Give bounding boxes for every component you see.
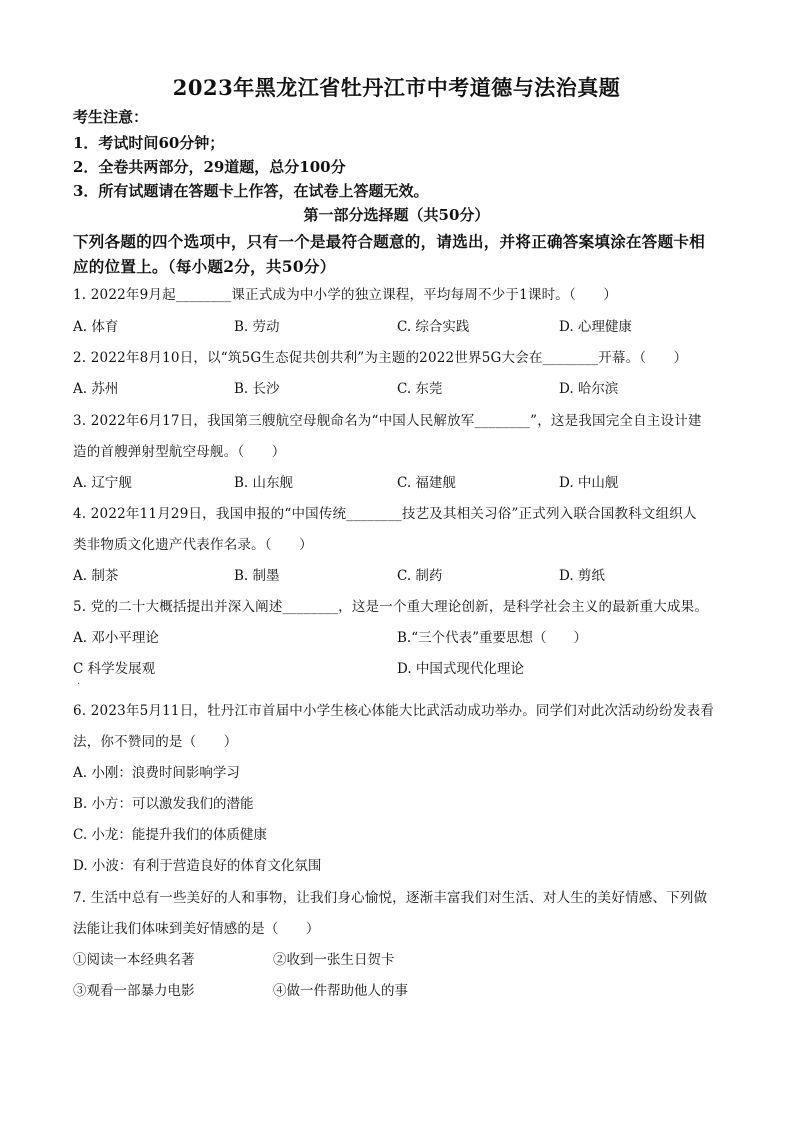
- question-1-option-d: D. 心理健康: [559, 319, 632, 335]
- question-6-option-a: A. 小刚：浪费时间影响学习: [73, 765, 240, 781]
- question-3-option-c: C. 福建舰: [397, 475, 456, 491]
- section-title: 第一部分选择题（共50分）: [303, 206, 490, 224]
- question-5-option-a: A. 邓小平理论: [73, 630, 159, 646]
- question-6-option-b: B. 小方：可以激发我们的潜能: [73, 796, 254, 812]
- notice-item: 1．考试时间60分钟；: [73, 134, 225, 152]
- question-1-option-a: A. 体育: [73, 319, 119, 335]
- question-1-stem: 1. 2022年9月起________课正式成为中小学的独立课程，平均每周不少于1课时。（ ）: [73, 287, 618, 303]
- question-7-stem-cont: 法能让我们体味到美好情感的是（ ）: [73, 921, 320, 937]
- question-3-option-d: D. 中山舰: [559, 475, 619, 491]
- question-3-option-b: B. 山东舰: [234, 475, 294, 491]
- question-3-stem: 3. 2022年6月17日，我国第三艘航空母舰命名为“中国人民解放军________”，这是我国完全自主设计建: [73, 413, 702, 429]
- notice-item: 2．全卷共两部分，29道题，总分100分: [73, 158, 346, 176]
- question-6-stem-cont: 法，你不赞同的是（ ）: [73, 734, 238, 750]
- question-4-stem-cont: 类非物质文化遗产代表作名录。（ ）: [73, 537, 313, 553]
- question-3-stem-cont: 造的首艘弹射型航空母舰。（ ）: [73, 444, 286, 460]
- page-title: 2023年黑龙江省牡丹江市中考道德与法治真题: [172, 75, 621, 100]
- question-2-option-c: C. 东莞: [397, 381, 443, 397]
- question-2-stem: 2. 2022年8月10日，以“筑5G生态促共创共利”为主题的2022世界5G大会在________开幕。（ ）: [73, 350, 688, 366]
- question-4-stem: 4. 2022年11月29日，我国申报的“中国传统________技艺及其相关习俗”正式列入联合国教科文组织人: [73, 506, 697, 522]
- question-7-option-2: ②收到一张生日贺卡: [273, 952, 395, 968]
- question-4-option-d: D. 剪纸: [559, 568, 605, 584]
- question-4-option-b: B. 制墨: [234, 568, 280, 584]
- question-5-stem: 5. 党的二十大概括提出并深入阐述________，这是一个重大理论创新，是科学社会主义的最新重大成果。: [73, 599, 709, 615]
- notice-heading: 考生注意：: [73, 108, 149, 126]
- question-4-option-a: A. 制茶: [73, 568, 119, 584]
- question-5-option-c: C 科学发展观: [73, 661, 156, 677]
- question-2-option-a: A. 苏州: [73, 381, 119, 397]
- question-4-option-c: C. 制药: [397, 568, 443, 584]
- question-1-option-b: B. 劳动: [234, 319, 280, 335]
- question-5-option-b: B.“三个代表”重要思想（ ）: [397, 630, 588, 646]
- question-5-option-d: D. 中国式现代化理论: [397, 661, 524, 677]
- question-2-option-b: B. 长沙: [234, 381, 280, 397]
- question-3-option-a: A. 辽宁舰: [73, 475, 132, 491]
- question-6-option-d: D. 小波：有利于营造良好的体育文化氛围: [73, 858, 322, 874]
- stray-mark: .: [77, 676, 81, 687]
- question-6-stem: 6. 2023年5月11日，牡丹江市首届中小学生核心体能大比武活动成功举办。同学们对此次活动纷纷发表看: [73, 703, 714, 719]
- question-6-option-c: C. 小龙：能提升我们的体质健康: [73, 827, 267, 843]
- question-7-option-4: ④做一件帮助他人的事: [273, 983, 408, 999]
- question-7-stem: 7. 生活中总有一些美好的人和事物，让我们身心愉悦，逐渐丰富我们对生活、对人生的美好情感、下列做: [73, 890, 708, 906]
- question-1-option-c: C. 综合实践: [397, 319, 470, 335]
- question-7-option-1: ①阅读一本经典名著: [73, 952, 195, 968]
- notice-item: 3．所有试题请在答题卡上作答，在试卷上答题无效。: [73, 182, 429, 200]
- instructions-line: 下列各题的四个选项中，只有一个是最符合题意的，请选出，并将正确答案填涂在答题卡相: [73, 232, 706, 251]
- question-7-option-3: ③观看一部暴力电影: [73, 983, 195, 999]
- instructions-line: 应的位置上。（每小题2分，共50分）: [73, 257, 336, 276]
- question-2-option-d: D. 哈尔滨: [559, 381, 619, 397]
